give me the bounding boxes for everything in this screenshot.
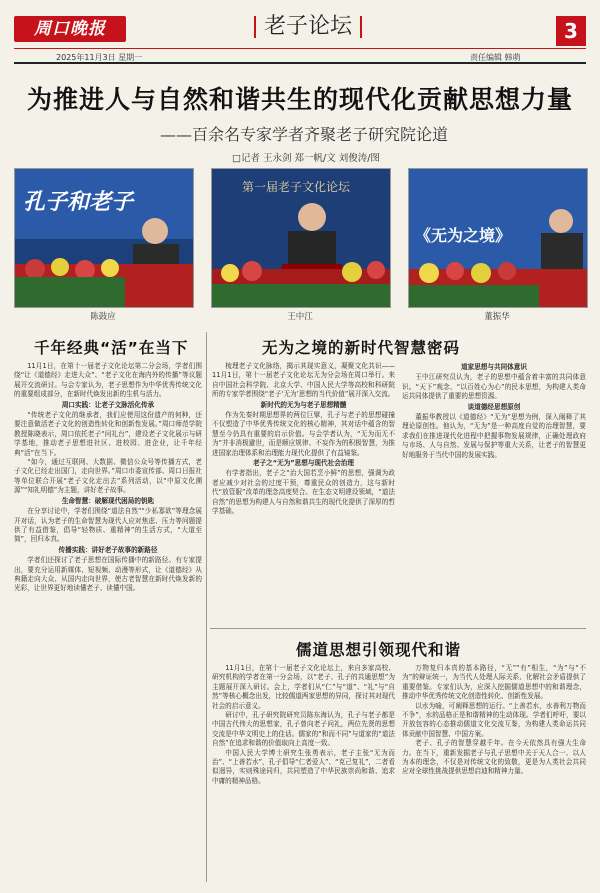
paragraph: 以水为喻，可阐释思想的运行。“上善若水，水善利万物而不争”，水的品格正是和谐精神的生动体现。学者们呼吁，要以开放包容的心态推动儒道文化交流互鉴，为构建人类命运共同体贡献中国智慧、中国方案。 <box>402 701 586 738</box>
section-title-middle: 无为之境的新时代智慧密码 <box>262 339 461 357</box>
editor-credit: 责任编辑 韩萌 <box>470 53 521 62</box>
paragraph: 学者们还探讨了老子思想在国际传播中的新路径。有专家提出，要充分运用新媒体、短视频、动漫等形式，让《道德经》从典籍走向大众、从国内走向世界，使古老智慧在新时代焕发新的光彩，让世界更好地读懂老子、读懂中国。 <box>14 556 202 593</box>
paragraph: 老子、孔子的智慧穿越千年。在今天依然具有强大生命力。在当下，重新发掘老子与孔子思想中关于天人合一、以人为本的理念，不仅是对传统文化的致敬，更是为人类社会共同应对全球性挑战提供思想启迪和精神力量。 <box>402 739 586 776</box>
section-divider <box>210 628 586 629</box>
section-label: 老子论坛 <box>263 14 352 39</box>
paragraph: 研讨中，孔子研究院研究员陈东海认为，孔子与老子都是中国古代伟大的思想家，孔子曾向老子问礼，两位先贤的思想交流是中华文明史上的佳话。儒家的“和而不同”与道家的“道法自然”在追求和谐的价值取向上高度一致。 <box>212 711 395 748</box>
photo-banner-text: 《无为之境》 <box>415 226 512 245</box>
paragraph-subhead: 新时代的无为与老子思想精髓 <box>260 400 347 409</box>
section-title-bottom: 儒道思想引领现代和谐 <box>296 641 462 659</box>
section-title <box>228 12 388 42</box>
paragraph-subhead: 老子之“无为”思想与现代社会治理 <box>253 459 354 468</box>
headline: 为推进人与自然和谐共生的现代化贡献思想力量 <box>26 85 573 114</box>
column-divider <box>206 332 207 882</box>
paragraph: 有学者指出，老子之“治大国若烹小鲜”的思想，强调为政者应减少对社会的过度干预，尊重民众的创造力，这与新时代“放管服”改革的理念高度契合。在生态文明建设领域，“道法自然”的思想为构建人与自然和谐共生的现代化提供了深厚的哲学基础。 <box>212 469 395 516</box>
paragraph: 董振华教授以《道德经》“无为”思想为例，深入阐释了其理论原创性。他认为，“无为”是一种高度自觉的治理智慧，要求我们在推进现代化进程中把握事物发展规律，正确处理政府与市场、人与自然、发展与保护等重大关系，让老子的智慧更好地服务于当代中国的发展实践。 <box>402 413 586 459</box>
paragraph: 梳理老子文化脉络，揭示其现实意义，凝聚文化共识——11月1日，第十一届老子文化论坛无为分会场在周口举行。来自中国社会科学院、北京大学、中国人民大学等高校和科研院所的专家学者围绕“老子‘无为’思想的当代价值”展开深入交流。 <box>212 362 395 399</box>
paragraph: 王中江研究员认为，老子的思想中蕴含着丰富的共同体意识。“天下”观念、“以百姓心为心”的民本思想，为构建人类命运共同体提供了重要的思想资源。 <box>402 373 586 401</box>
paragraph: “传统老子文化的继承者，我们应使用这份遗产的何种，还要注意做活老子文化的创造性转化和创新性发展。”周口师范学院教授陈晓表示，周口依托老子“问礼台”，建设老子文化展示与研学基地，推动老子思想进社区、进校园、进企业，让千年经典“活”在当下。 <box>14 411 202 457</box>
masthead-rule <box>14 48 586 49</box>
photo-caption: 陈鼓应 <box>90 312 116 322</box>
paragraph-subhead: 传播实践：讲好老子故事的新路径 <box>58 545 158 554</box>
paragraph: 在分享讨论中，学者们围绕“道法自然”“少私寡欲”等理念展开对话，认为老子的生命智慧为现代人应对焦虑、压力等问题提供了有益借鉴，倡导“轻物质、重精神”的生活方式，“大道至简”，回归本真。 <box>14 507 202 544</box>
photo-speaker-1 <box>14 168 194 308</box>
divider <box>360 16 362 38</box>
photo-banner-text: 第一届老子文化论坛 <box>242 180 351 194</box>
article-column-middle <box>212 362 395 624</box>
paragraph: 万物复归本真的基本路径，“无”“有”相生，“为”与“不为”的辩证统一，为当代人处理人际关系、化解社会矛盾提供了重要借鉴。专家们认为，应深入挖掘儒道思想中的和谐理念，推动中华优秀传统文化创造性转化、创新性发展。 <box>402 664 586 701</box>
paragraph: 11月1日，在第十一届老子文化论坛第二分会场，学者们围绕“让《道德经》走进大众”、“老子文化在海内外的传播”等议题展开交流研讨。与会专家认为，老子思想作为中华优秀传统文化的重要组成部分，在新时代焕发出新的生机与活力。 <box>14 362 202 399</box>
divider <box>254 16 256 38</box>
page-number: 3 <box>556 16 586 46</box>
paragraph-subhead: 谈道德经思想原创 <box>467 402 521 411</box>
paragraph: 中国人民大学博士研究生张勇表示，老子主张“无为而治”、“上善若水”，孔子倡导“仁者爱人”、“克己复礼”，二者看似迥异，实则殊途同归，共同塑造了中华民族崇尚和谐、追求中庸的精神品格。 <box>212 748 395 785</box>
article-column-right <box>402 362 586 624</box>
photo-speaker-3 <box>408 168 588 308</box>
issue-date: 2025年11月3日 星期一 <box>56 53 143 62</box>
article-column-bottom-left <box>212 664 395 880</box>
photo-banner-text: 孔子和老子 <box>23 190 134 215</box>
photo-caption: 王中江 <box>287 312 313 322</box>
article-column-bottom-right <box>402 664 586 880</box>
masthead-rule-thick <box>14 62 586 64</box>
paragraph-subhead: 道家思想与共同体意识 <box>461 363 527 371</box>
article-column-left <box>14 362 202 880</box>
subheadline: ——百余名专家学者齐聚老子研究院论道 <box>160 125 449 144</box>
section-title-left: 千年经典“活”在当下 <box>34 339 189 357</box>
paragraph: “如今，通过互联网、大数据、微信公众号等传播方式，老子文化已经走出国门，走向世界。”周口市委宣传部、周口日报社等单位联合开展“老子文化走出去”系列活动，以“中原文化溯源”“知礼明德”为主题，讲好老子故事。 <box>14 458 202 495</box>
paragraph-subhead: 周口实践：让老子文脉活化传承 <box>61 400 155 409</box>
newspaper-logo: 周口晚报 <box>14 16 126 42</box>
photo-caption: 董振华 <box>484 312 510 322</box>
paragraph-subhead: 生命智慧：破解现代困局的钥匙 <box>61 496 155 505</box>
photo-speaker-2 <box>211 168 391 308</box>
byline: □记者 王永剑 郑一帆/文 刘俊涛/图 <box>232 153 380 164</box>
paragraph: 11月1日，在第十一届老子文化论坛上，来自多家高校、研究机构的学者在第一分会场，以“老子、孔子的共通思想”为主题展开深入研讨。会上，学者们从“仁”与“道”、“礼”与“自然”等核心概念出发，比较儒道两家思想的异同，探讨其对现代社会的启示意义。 <box>212 664 395 710</box>
paragraph: 作为先秦时期思想界的两位巨擘，孔子与老子的思想碰撞不仅塑造了中华优秀传统文化的核心精神，其对话中蕴含的智慧至今仍具有重要的启示价值。与会学者认为，“无为而无不为”并非消极避世，而是顺应规律、不妄作为的积极智慧，为推进国家治理体系和治理能力现代化提供了有益镜鉴。 <box>212 411 395 457</box>
